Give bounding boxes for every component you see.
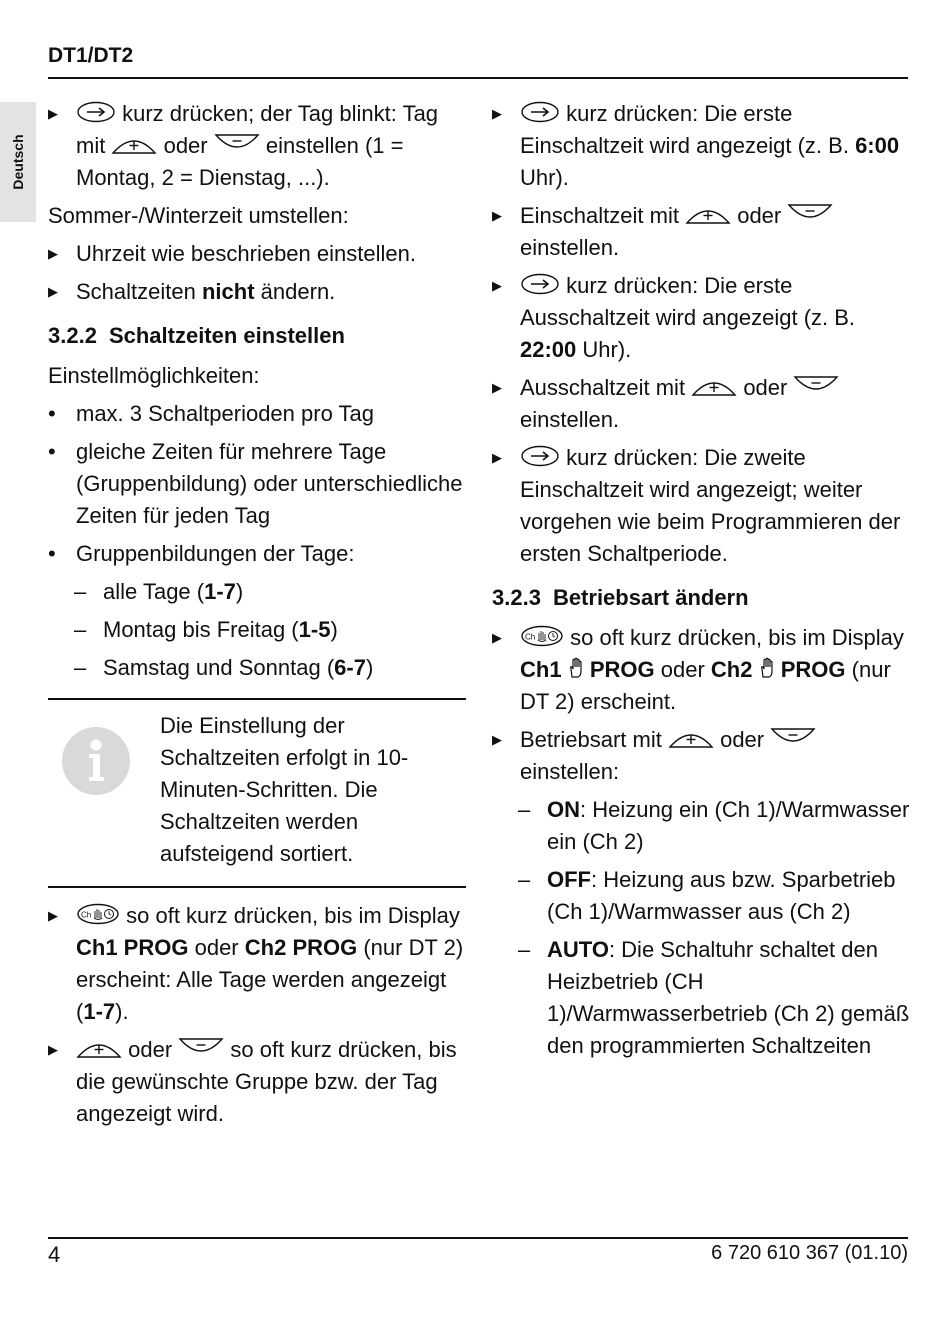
plus-button-icon	[691, 375, 737, 397]
options-title: Einstellmöglichkeiten:	[48, 363, 260, 388]
language-tab-label: Deutsch	[10, 134, 26, 190]
instruction-step: ▶ kurz drücken; der Tag blinkt: Tag mit oder einstellen (1 = Montag, 2 = Dienstag, ...).	[48, 98, 466, 194]
mode-item: – AUTO: Die Schaltuhr schaltet den Heizbetrieb (CH 1)/Warmwasserbetrieb (Ch 2) gemäß den programmierten Schaltzeiten	[518, 937, 910, 1058]
group-item: – Montag bis Freitag (1-5)	[74, 617, 338, 642]
minus-button-icon	[793, 375, 839, 397]
group-item: – alle Tage (1-7)	[74, 579, 244, 604]
triangle-bullet-icon: ▶	[492, 450, 502, 466]
instruction-step: ▶ kurz drücken: Die erste Ausschaltzeit wird angezeigt (z. B. 22:00 Uhr).	[492, 270, 910, 366]
right-column	[492, 98, 910, 1068]
document-code: 6 720 610 367 (01.10)	[711, 1242, 908, 1264]
minus-button-icon	[178, 1037, 224, 1059]
info-box	[48, 698, 466, 888]
section-heading	[48, 320, 466, 352]
triangle-bullet-icon: ▶	[48, 1042, 58, 1058]
language-tab	[0, 102, 36, 222]
bullet-item: • gleiche Zeiten für mehrere Tage (Gruppenbildung) oder unterschiedliche Zeiten für jeden Tag	[48, 439, 463, 528]
hand-icon	[759, 657, 775, 679]
triangle-bullet-icon: ▶	[492, 630, 502, 646]
plus-button-icon	[668, 727, 714, 749]
instruction-step: ▶ so oft kurz drücken, bis im Display Ch1 PROG oder Ch2 PROG (nur DT 2) erscheint.	[492, 622, 910, 718]
group-item: – Samstag und Sonntag (6-7)	[74, 655, 374, 680]
section-title: Betriebsart ändern	[552, 585, 749, 610]
instruction-step: ▶ oder so oft kurz drücken, bis die gewünschte Gruppe bzw. der Tag angezeigt wird.	[48, 1034, 466, 1130]
instruction-step: ▶ Einschaltzeit mit oder einstellen.	[492, 200, 910, 264]
triangle-bullet-icon: ▶	[492, 208, 502, 224]
triangle-bullet-icon: ▶	[492, 732, 502, 748]
ch-hand-clock-button-icon	[76, 903, 120, 925]
header-title: DT1/DT2	[48, 44, 134, 67]
left-column	[48, 98, 466, 1136]
instruction-step: ▶ Schaltzeiten nicht ändern.	[48, 276, 466, 308]
minus-button-icon	[214, 133, 260, 155]
ch-hand-clock-button-icon	[520, 625, 564, 647]
arrow-right-button-icon	[520, 273, 560, 295]
arrow-right-button-icon	[520, 445, 560, 467]
minus-button-icon	[770, 727, 816, 749]
triangle-bullet-icon: ▶	[48, 908, 58, 924]
plus-button-icon	[76, 1037, 122, 1059]
instruction-step: ▶ Betriebsart mit oder einstellen:	[492, 724, 910, 788]
triangle-bullet-icon: ▶	[48, 284, 58, 300]
triangle-bullet-icon: ▶	[492, 106, 502, 122]
plus-button-icon	[111, 133, 157, 155]
section-title: Schaltzeiten einstellen	[108, 323, 345, 348]
bullet-item: • max. 3 Schaltperioden pro Tag	[48, 401, 374, 426]
triangle-bullet-icon: ▶	[48, 246, 58, 262]
instruction-step: ▶ kurz drücken: Die zweite Einschaltzeit wird angezeigt; weiter vorgehen wie beim Programmieren der ersten Schaltperiode.	[492, 442, 910, 570]
triangle-bullet-icon: ▶	[492, 278, 502, 294]
section-number: 3.2.3	[492, 585, 541, 610]
info-text: Die Einstellung der Schaltzeiten erfolgt in 10-Minuten-Schritten. Die Schaltzeiten werden aufsteigend sortiert.	[160, 713, 409, 866]
arrow-right-button-icon	[520, 101, 560, 123]
summer-winter-title: Sommer-/Winterzeit umstellen:	[48, 203, 349, 228]
mode-item: – ON: Heizung ein (Ch 1)/Warmwasser ein (Ch 2)	[518, 797, 910, 854]
arrow-right-button-icon	[76, 101, 116, 123]
instruction-step: ▶ so oft kurz drücken, bis im Display Ch1 PROG oder Ch2 PROG (nur DT 2) erscheint: Alle Tage werden angezeigt (1-7).	[48, 900, 466, 1028]
plus-button-icon	[685, 203, 731, 225]
footer-rule	[48, 1237, 908, 1239]
info-icon	[62, 727, 130, 795]
instruction-step: ▶ Uhrzeit wie beschrieben einstellen.	[48, 238, 466, 270]
page-number: 4	[48, 1242, 61, 1267]
hand-icon	[568, 657, 584, 679]
section-number: 3.2.2	[48, 323, 97, 348]
mode-item: – OFF: Heizung aus bzw. Sparbetrieb (Ch 1)/Warmwasser aus (Ch 2)	[518, 867, 896, 924]
triangle-bullet-icon: ▶	[492, 380, 502, 396]
instruction-step: ▶ Ausschaltzeit mit oder einstellen.	[492, 372, 910, 436]
bullet-item: • Gruppenbildungen der Tage:	[48, 541, 355, 566]
minus-button-icon	[787, 203, 833, 225]
triangle-bullet-icon: ▶	[48, 106, 58, 122]
header-rule	[48, 77, 908, 79]
section-heading	[492, 582, 910, 614]
instruction-step: ▶ kurz drücken: Die erste Einschaltzeit wird angezeigt (z. B. 6:00 Uhr).	[492, 98, 910, 194]
